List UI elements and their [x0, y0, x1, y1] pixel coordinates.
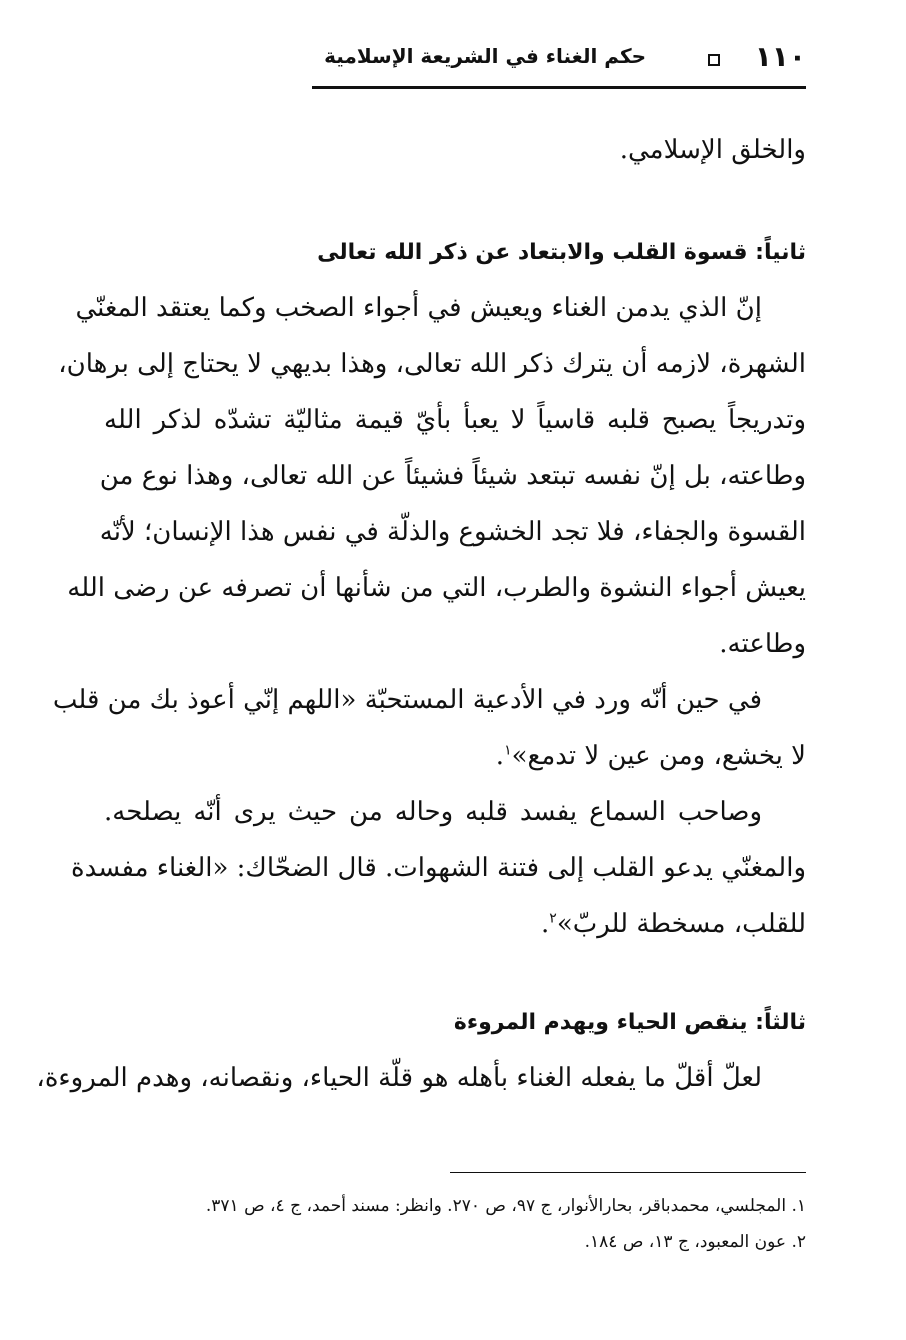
- text-line: وطاعته، بل إنّ نفسه تبتعد شيئاً فشيئاً عن الله تعالى، وهذا نوع من: [99, 461, 806, 491]
- text-line: وصاحب السماع يفسد قلبه وحاله من حيث يرى أنّه يصلحه.: [104, 797, 762, 827]
- heading-text: ينقص الحياء ويهدم المروءة: [453, 1010, 748, 1035]
- section2-paragraph-2: [52, 672, 806, 784]
- heading-prefix: ثالثاً:: [755, 1010, 806, 1035]
- text-line: [104, 896, 806, 952]
- running-header: [312, 36, 806, 92]
- text-segment: لا يخشع، ومن عين لا تدمع»: [511, 741, 806, 771]
- section3-paragraph-1: [36, 1050, 806, 1106]
- text-line: وطاعته.: [719, 629, 806, 659]
- page-number: ١١٠: [754, 40, 806, 73]
- text-segment: .: [495, 741, 505, 771]
- intro-paragraph: [104, 122, 806, 178]
- section-heading-3: [104, 1010, 806, 1035]
- section2-paragraph-3: [71, 784, 806, 952]
- section-heading-2: [104, 240, 806, 265]
- footnote-2: ٢. عون المعبود، ج ١٣، ص ١٨٤.: [584, 1232, 806, 1252]
- text-line: لعلّ أقلّ ما يفعله الغناء بأهله هو قلّة الحياء، ونقصانه، وهدم المروءة،: [36, 1063, 762, 1093]
- section2-paragraph-1: [58, 280, 806, 672]
- text-line: في حين أنّه ورد في الأدعية المستحبّة «اللهم إنّي أعوذ بك من قلب: [52, 685, 762, 715]
- text-line: الشهرة، لازمه أن يترك ذكر الله تعالى، وهذا بديهي لا يحتاج إلى برهان،: [58, 349, 806, 379]
- heading-text: قسوة القلب والابتعاد عن ذكر الله تعالى: [317, 240, 748, 265]
- footnote-1: ١. المجلسي، محمدباقر، بحارالأنوار، ج ٩٧، ص ٢٧٠. وانظر: مسند أحمد، ج ٤، ص ٣٧١.: [205, 1196, 806, 1216]
- text-line: [104, 728, 806, 784]
- text-segment: .: [541, 909, 550, 939]
- header-square-ornament: [708, 54, 720, 66]
- text-line: وتدريجاً يصبح قلبه قاسياً لا يعبأ بأيّ قيمة مثاليّة تشدّه لذكر الله: [104, 405, 806, 435]
- running-title: حكم الغناء في الشريعة الإسلامية: [324, 44, 646, 68]
- text-segment: للقلب، مسخطة للربّ»: [556, 909, 806, 939]
- footnotes: [104, 1188, 806, 1260]
- text-line: والخلق الإسلامي.: [619, 135, 806, 165]
- text-line: القسوة والجفاء، فلا تجد الخشوع والذلّة في نفس هذا الإنسان؛ لأنّه: [99, 517, 806, 547]
- text-line: والمغنّي يدعو القلب إلى فتنة الشهوات. قال الضحّاك: «الغناء مفسدة: [71, 853, 806, 883]
- footnote-ref-2[interactable]: ٢: [549, 910, 557, 927]
- footnote-separator: [450, 1172, 806, 1173]
- footnote-ref-1[interactable]: ١: [504, 742, 512, 759]
- heading-prefix: ثانياً:: [755, 240, 806, 265]
- header-rule: [312, 86, 806, 89]
- text-line: يعيش أجواء النشوة والطرب، التي من شأنها أن تصرفه عن رضى الله: [67, 573, 806, 603]
- text-line: إنّ الذي يدمن الغناء ويعيش في أجواء الصخب وكما يعتقد المغنّي: [75, 293, 762, 323]
